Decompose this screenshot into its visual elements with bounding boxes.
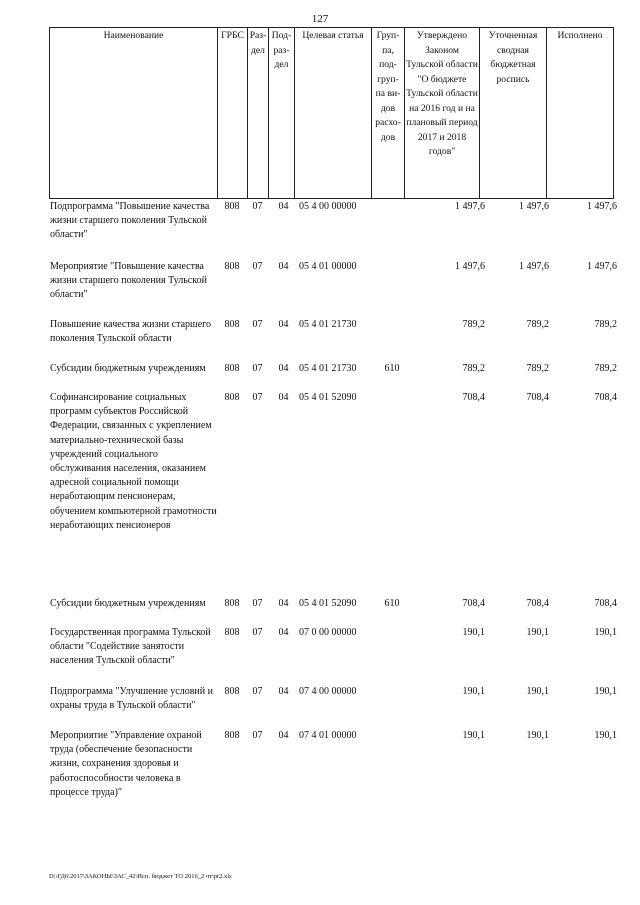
header-executed: Исполнено — [547, 28, 614, 199]
row-executed: 190,1 — [594, 730, 617, 741]
row-approved: 1 497,6 — [455, 201, 485, 212]
row-approved: 190,1 — [462, 686, 485, 697]
row-razdel: 07 — [252, 598, 263, 609]
row-grbs: 808 — [224, 201, 240, 212]
row-refined: 708,4 — [526, 392, 549, 403]
row-name: Подпрограмма "Улучшение условий и охраны труда в Тульской области" — [50, 686, 213, 712]
row-target: 07 4 01 00000 — [299, 730, 357, 741]
row-grbs: 808 — [224, 627, 240, 638]
row-vid: 610 — [384, 598, 400, 609]
row-approved: 708,4 — [462, 392, 485, 403]
row-approved: 190,1 — [462, 627, 485, 638]
row-podrazdel: 04 — [278, 686, 289, 697]
header-podrazdel: Под- раз- дел — [269, 28, 295, 199]
row-executed: 1 497,6 — [587, 201, 617, 212]
row-name: Софинансирование социальных программ субъектов Российской Федерации, связанных с укреплением материально-технической базы учреждений социального обслуживания населения, оказанием адресной социальной помощи неработающим пенсионерам, обучением компьютерной грамотности неработающих пенсионеров — [50, 392, 217, 531]
row-grbs: 808 — [224, 363, 240, 374]
row-podrazdel: 04 — [278, 730, 289, 741]
row-podrazdel: 04 — [278, 261, 289, 272]
row-grbs: 808 — [224, 730, 240, 741]
row-refined: 789,2 — [526, 363, 549, 374]
table-header — [49, 27, 614, 199]
row-refined: 1 497,6 — [519, 261, 549, 272]
row-target: 05 4 01 52090 — [299, 392, 357, 403]
header-refined: Уточненная сводная бюджетная роспись — [480, 28, 547, 199]
row-target: 05 4 00 00000 — [299, 201, 357, 212]
row-executed: 789,2 — [594, 319, 617, 330]
row-name: Мероприятие "Повышение качества жизни старшего поколения Тульской области" — [50, 261, 207, 301]
row-razdel: 07 — [252, 261, 263, 272]
row-target: 05 4 01 00000 — [299, 261, 357, 272]
row-target: 07 0 00 00000 — [299, 627, 357, 638]
row-razdel: 07 — [252, 730, 263, 741]
row-refined: 190,1 — [526, 686, 549, 697]
row-razdel: 07 — [252, 686, 263, 697]
row-podrazdel: 04 — [278, 392, 289, 403]
row-name: Субсидии бюджетным учреждениям — [50, 598, 206, 609]
file-path-footer: D:\ГД6\2017\ЗАКОНЫ\ЗАС_42\Исп. бюджет ТО 2016_2 чт\pr2.xls — [49, 873, 232, 880]
row-name: Мероприятие "Управление охраной труда (обеспечение безопасности жизни, сохранения здоровья и работоспособности человека в процессе труда)" — [50, 730, 202, 798]
row-executed: 1 497,6 — [587, 261, 617, 272]
row-target: 07 4 00 00000 — [299, 686, 357, 697]
row-name: Подпрограмма "Повышение качества жизни старшего поколения Тульской области" — [50, 201, 210, 241]
row-podrazdel: 04 — [278, 627, 289, 638]
row-executed: 708,4 — [594, 598, 617, 609]
row-razdel: 07 — [252, 319, 263, 330]
row-name: Повышение качества жизни старшего поколения Тульской области — [50, 319, 212, 345]
row-podrazdel: 04 — [278, 319, 289, 330]
row-name: Субсидии бюджетным учреждениям — [50, 363, 206, 374]
row-approved: 789,2 — [462, 319, 485, 330]
row-target: 05 4 01 21730 — [299, 319, 357, 330]
row-approved: 190,1 — [462, 730, 485, 741]
row-razdel: 07 — [252, 392, 263, 403]
header-approved: Утверждено Законом Тульской области "О бюджете Тульской области на 2016 год и на плановый период 2017 и 2018 годов" — [405, 28, 480, 199]
row-grbs: 808 — [224, 392, 240, 403]
row-grbs: 808 — [224, 598, 240, 609]
header-vid: Груп- па, под- груп- па ви- дов расхо- дов — [372, 28, 405, 199]
row-executed: 789,2 — [594, 363, 617, 374]
row-refined: 1 497,6 — [519, 201, 549, 212]
row-target: 05 4 01 52090 — [299, 598, 357, 609]
row-refined: 190,1 — [526, 730, 549, 741]
row-approved: 708,4 — [462, 598, 485, 609]
header-razdel: Раз- дел — [248, 28, 269, 199]
row-podrazdel: 04 — [278, 363, 289, 374]
row-executed: 190,1 — [594, 627, 617, 638]
row-name: Государственная программа Тульской области "Содействие занятости населения Тульской области" — [50, 627, 211, 667]
header-target: Целевая статья — [295, 28, 372, 199]
row-refined: 789,2 — [526, 319, 549, 330]
row-razdel: 07 — [252, 627, 263, 638]
row-grbs: 808 — [224, 319, 240, 330]
row-approved: 1 497,6 — [455, 261, 485, 272]
row-executed: 190,1 — [594, 686, 617, 697]
row-refined: 708,4 — [526, 598, 549, 609]
header-grbs: ГРБС — [218, 28, 248, 199]
row-grbs: 808 — [224, 261, 240, 272]
row-approved: 789,2 — [462, 363, 485, 374]
row-razdel: 07 — [252, 201, 263, 212]
row-podrazdel: 04 — [278, 201, 289, 212]
row-vid: 610 — [384, 363, 400, 374]
row-refined: 190,1 — [526, 627, 549, 638]
page-number: 127 — [311, 13, 329, 25]
row-target: 05 4 01 21730 — [299, 363, 357, 374]
row-razdel: 07 — [252, 363, 263, 374]
row-grbs: 808 — [224, 686, 240, 697]
row-executed: 708,4 — [594, 392, 617, 403]
header-name: Наименование — [50, 28, 218, 199]
row-podrazdel: 04 — [278, 598, 289, 609]
